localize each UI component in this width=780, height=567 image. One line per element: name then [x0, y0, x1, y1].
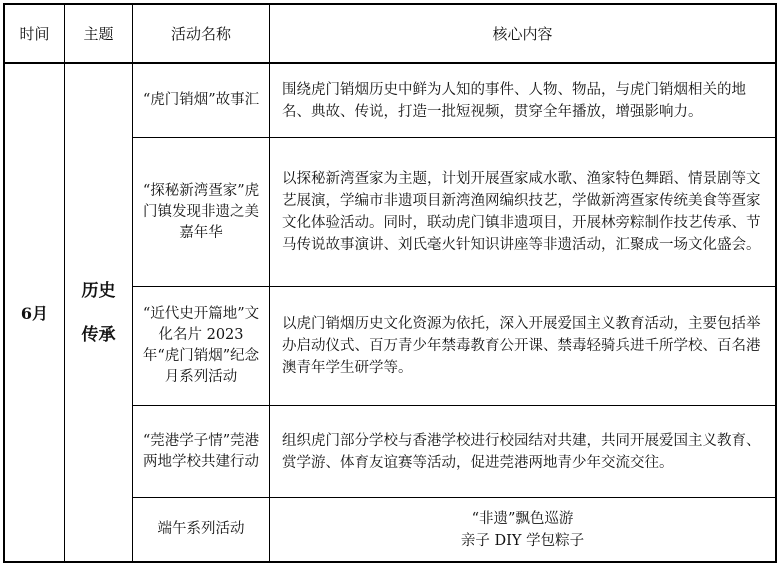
- content-line-1: “非遗”飘色巡游: [471, 510, 574, 527]
- header-theme: 主题: [83, 25, 114, 43]
- activity-name-4: “莞港学子情”莞港两地学校共建行动: [142, 432, 260, 470]
- activity-name-2: “探秘新湾疍家”虎门镇发现非遗之美嘉年华: [142, 182, 260, 241]
- activity-content-4: 组织虎门部分学校与香港学校进行校园结对共建，共同开展爱国主义教育、赏学游、体育友谊赛等活动，促进莞港两地青少年交流交往。: [282, 432, 761, 471]
- activity-content-5: [270, 498, 775, 561]
- activity-content-1: 围绕虎门销烟历史中鲜为人知的事件、人物、物品，与虎门销烟相关的地名、典故、传说，打造一批短视频，贯穿全年播放，增强影响力。: [282, 81, 746, 120]
- theme-line-1: 历史: [81, 280, 116, 301]
- activity-content-3: 以虎门销烟历史文化资源为依托，深入开展爱国主义教育活动，主要包括举办启动仪式、百万青少年禁毒教育公开课、禁毒轻骑兵进千所学校、百名港澳青年学生研学等。: [282, 316, 761, 376]
- activity-content-2: 以探秘新湾疍家为主题，计划开展疍家咸水歌、渔家特色舞蹈、情景剧等文艺展演，学编市非遗项目新湾渔网编织技艺，学做新湾疍家传统美食等疍家文化体验活动。同时，联动虎门镇非遗项目，开展林旁粽制作技艺传承、节马传说故事演讲、刘氏毫火针知识讲座等非遗活动，汇聚成一场文化盛会。: [282, 171, 761, 253]
- header-activity: 活动名称: [170, 25, 231, 43]
- activity-name-1: “虎门销烟”故事汇: [142, 92, 260, 108]
- theme-line-2: 传承: [81, 324, 116, 345]
- content-line-2: 亲子 DIY 学包粽子: [460, 532, 585, 549]
- activity-name-3: “近代史开篇地”文化名片 2023 年“虎门销烟”纪念月系列活动: [142, 306, 260, 385]
- month-cell: 6月: [20, 304, 49, 323]
- activity-name-5: 端午系列活动: [157, 521, 245, 537]
- theme-cell: [65, 64, 132, 561]
- header-content: 核心内容: [492, 25, 553, 43]
- header-time: 时间: [19, 25, 50, 43]
